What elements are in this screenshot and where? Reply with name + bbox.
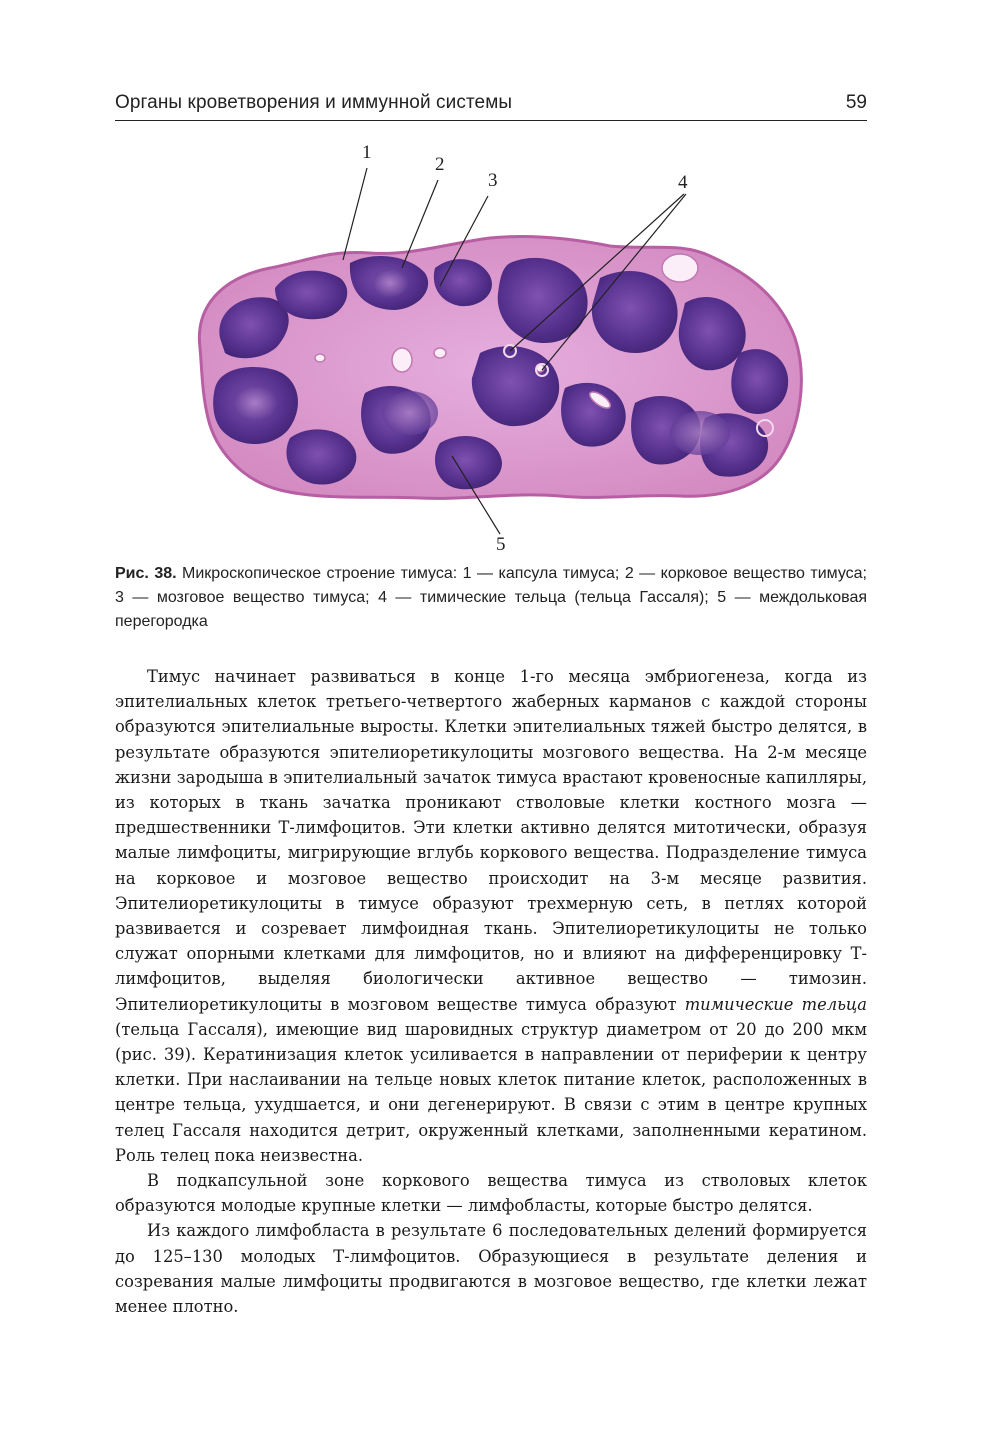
page-number: 59 (845, 92, 867, 113)
paragraph-1 (115, 664, 867, 1168)
thymus-micrograph-image (180, 138, 830, 558)
italic-term: тимические тельца (684, 994, 867, 1014)
caption-text: Микроскопическое строение тимуса: 1 — капсула тимуса; 2 — корковое вещество тимуса; 3 — мозговое вещество тимуса; 4 — тимические тельца (тельца Гассаля); 5 — междольковая перегородка (115, 565, 867, 630)
callout-2: 2 (435, 154, 445, 175)
running-header (115, 86, 867, 121)
paragraph-2: В подкапсульной зоне коркового вещества тимуса из стволовых клеток образуются молодые крупные клетки — лимфобласты, которые быстро делятся. (115, 1171, 867, 1216)
paragraph-1-part-1: Тимус начинает развиваться в конце 1-го месяца эмбриогенеза, когда из эпителиальных клеток третьего-четвертого жаберных карманов с каждой стороны образуются эпителиальные выросты. Клетки эпителиальных тяжей быстро делятся, в результате образуются эпителиоретикулоциты мозгового вещества. На 2-м месяце жизни зародыша в эпителиальный зачаток тимуса врастают кровеносные капилляры, из которых в ткань зачатка проникают стволовые клетки костного мозга — предшественники Т-лимфоцитов. Эти клетки активно делятся митотически, образуя малые лимфоциты, мигрирующие вглубь коркового вещества. Подразделение тимуса на корковое и мозговое вещество происходит на 3-м месяце развития. Эпителиоретикулоциты в тимусе образуют трехмерную сеть, в петлях которой развивается и созревает лимфоидная ткань. Эпителиоретикулоциты не только служат опорными клетками для лимфоцитов, но и влияют на дифференцировку Т-лимфоцитов, выделяя биологически активное вещество — тимозин. Эпителиоретикулоциты в мозговом веществе тимуса образуют (115, 667, 867, 1014)
running-title: Органы кроветворения и иммунной системы (115, 92, 513, 113)
figure-caption (115, 562, 867, 634)
body-text (115, 664, 867, 1319)
paragraph-3: Из каждого лимфобласта в результате 6 последовательных делений формируется до 125–130 молодых Т-лимфоцитов. Образующиеся в результате деления и созревания малые лимфоциты продвигаются в мозговое вещество, где клетки лежат менее плотно. (115, 1221, 867, 1317)
callout-5: 5 (496, 534, 506, 555)
callout-4: 4 (678, 172, 688, 193)
callout-3: 3 (488, 170, 498, 191)
callout-1: 1 (362, 142, 372, 163)
figure-thymus-micrograph (180, 138, 830, 558)
caption-label: Рис. 38. (115, 565, 177, 582)
paragraph-1-part-2: (тельца Гассаля), имеющие вид шаровидных структур диаметром от 20 до 200 мкм (рис. 39). Кератинизация клеток усиливается в направлении от периферии к центру клетки. При наслаивании на тельце новых клеток питание клеток, расположенных в центре тельца, ухудшается, и они дегенерируют. В связи с этим в центре крупных телец Гассаля находится детрит, окруженный клетками, заполненными кератином. Роль телец пока неизвестна. (115, 1019, 867, 1165)
